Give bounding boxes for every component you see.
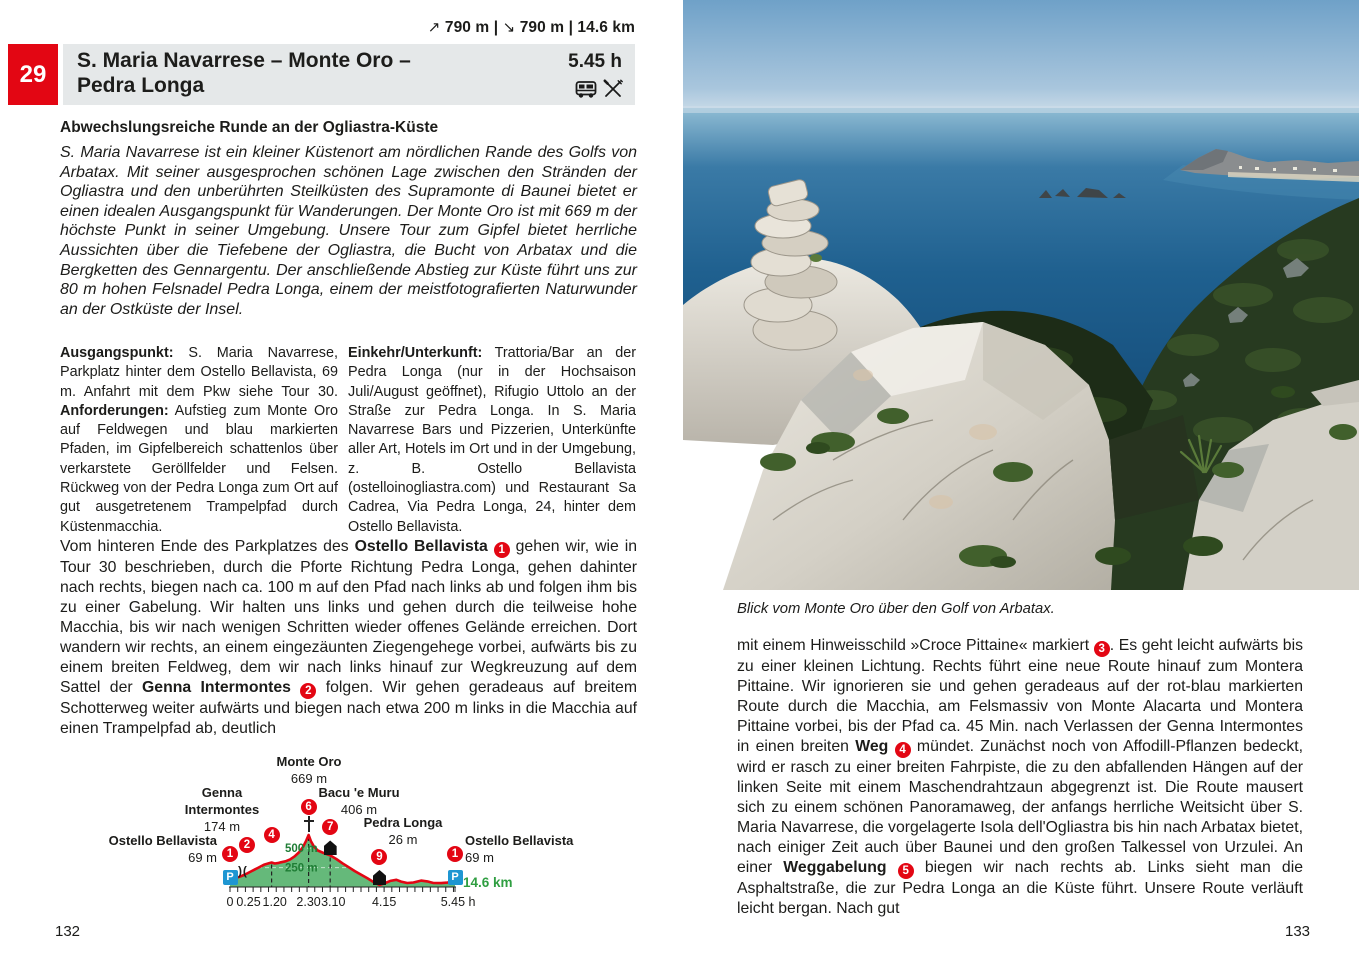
waypoint-label: Monte Oro 669 m: [276, 754, 342, 786]
descent-value: 790 m: [519, 19, 565, 36]
ascent-arrow-icon: ↗: [427, 19, 441, 36]
time-axis-label: 0: [226, 895, 234, 909]
waypoint-label: Pedra Longa 26 m: [363, 815, 443, 847]
intro-paragraph: S. Maria Navarrese ist ein kleiner Küstenort am nördlichen Rande des Golfs von Arbatax. Mit seiner ausgesprochen schönen Lage zwischen den Stränden der Ogliastra und den unberührten Steilküsten des Supramonte di Baunei bietet er einen idealen Ausgangspunkt für Wanderungen. Der Monte Oro ist mit 669 m der höchste Punkt in seiner Umgebung. Unsere Tour zum Gipfel bietet herrliche Aussichten über die Tiefebene der Ogliastra, die Bucht von Arbatax und die Bergketten des Gennargentu. Der anschließende Abstieg zur Küste führt uns zur 80 m hohen Felsnadel Pedra Longa, einem der meistfotografierten Naturwunder an der Ostküste der Insel.: [60, 144, 637, 318]
waypoint-label: Bacu 'e Muru 406 m: [318, 785, 400, 817]
info-column-right: Einkehr/Unterkunft: Trattoria/Bar an der Pedra Longa (nur in der Hochsaison Juli/August geöffnet), Rifugio Uttolo an der Straße zur Pedra Longa. In S. Maria Navarrese Bars und Pizzerien, Unterkünfte aller Art, Hotels im Ort und in der Umgebung, z. B. Ostello Bellavista (ostelloinogliastra.com) und Restaurant Sa Cadrea, Via Pedra Longa, 24, hinter dem Ostello Bellavista.: [348, 345, 636, 535]
waypoint-badge: 7: [322, 819, 338, 835]
parking-icon: P: [448, 870, 463, 885]
info-column-left: Ausgangspunkt: S. Maria Navarrese, Parkplatz hinter dem Ostello Bellavista, 69 m. Anfahrt mit dem Pkw siehe Tour 30. Anforderungen: Aufstieg zum Monte Oro auf Feldwegen und blau markierten Pfaden, im Gipfelbereich schattenlos über verkarstete Geröllfelder und Felsen. Rückweg von der Pedra Longa zum Ort auf gut ausgetretenem Trampelpfad durch Küstenmacchia.: [60, 345, 338, 535]
section-heading: Abwechslungsreiche Runde an der Ogliastra-Küste: [60, 119, 439, 136]
parking-icon: P: [223, 870, 238, 885]
waypoint-badge: 6: [301, 799, 317, 815]
waypoint-badge-inline: 1: [494, 542, 510, 558]
ascent-value: 790 m: [444, 19, 490, 36]
time-axis-label: 4.15: [371, 895, 397, 909]
sky: [683, 0, 1359, 118]
total-distance-label: 14.6 km: [463, 875, 513, 890]
tour-stats-line: [60, 18, 635, 37]
time-axis-label: 2.30: [296, 895, 321, 909]
stats-separator: |: [568, 19, 573, 36]
gate-icon: )(: [237, 864, 248, 879]
time-axis-label: 0.25: [236, 895, 261, 909]
restaurant-icon: [602, 78, 624, 100]
summit-cross-icon: [303, 816, 315, 832]
page-number-left: 132: [55, 923, 81, 940]
waypoint-badge: 4: [264, 827, 280, 843]
time-axis-label: 5.45 h: [440, 895, 476, 909]
route-description-left: Vom hinteren Ende des Parkplatzes des Ostello Bellavista 1 gehen wir, wie in Tour 30 beschrieben, durch die Pforte Richtung Pedra Longa, gehen dahinter nach rechts, biegen nach ca. 100 m auf den Pfad nach links ab und folgen ihm bis zu einer Gabelung. Wir halten uns links und gehen durch die teilweise hohe Macchia, bis wir nach wenigen Schritten wieder offenes Gelände erreichen. Dort wandern wir rechts, an einem eingezäunten Ziegengehege vorbei, aufwärts bis zu einem breiten Feldweg, dem wir nach links hinauf zur Wegkreuzung auf dem Sattel der Genna Intermontes 2 folgen. Wir gehen geradeaus auf breitem Schotterweg weiter aufwärts und biegen nach etwa 200 m links in die Macchia auf einen Trampelpfad ab, deutlich: [60, 538, 637, 737]
stats-separator: |: [493, 19, 499, 36]
waypoint-label: Genna Intermontes 174 m: [184, 785, 260, 834]
waypoint-badge: 2: [239, 837, 255, 853]
photo-illustration: [683, 0, 1359, 590]
tour-amenity-icons: [574, 78, 624, 100]
waypoint-badge: 9: [371, 849, 387, 865]
waypoint-badge-inline: 3: [1094, 641, 1110, 657]
photo-monte-oro: [683, 0, 1359, 590]
route-description-right: mit einem Hinweisschild »Croce Pittaine« markiert 3 . Es geht leicht aufwärts bis zu einer kleinen Lichtung. Rechts führt eine neue Route hinauf zum Montera Pittaine. Wir ignorieren sie und gehen geradeaus auf der rot-blau markierten Route durch die Macchia, am Felsmassiv von Monte Alacarta und Montera Pittaine vorbei, bis der Pfad ca. 45 Min. nach Verlassen der Genna Intermontes in einen breiten Weg 4 mündet. Zunächst noch von Affodill-Pflanzen bedeckt, wird er rasch zu einer breiten Fahrpiste, die zu den abfallenden Hängen auf der linken Seite mit einem Maschendrahtzaun abgegrenzt ist. Die Route mausert sich zu einem schönen Panoramaweg, der anfangs herrliche Weitsicht über S. Maria Navarrese, die vorgelagerte Isola dell'Ogliastra bis hin nach Arbatax bietet, nach einiger Zeit auch über Baunei und den großen Talkessel von Urzulei. An einer Weggabelung 5 biegen wir nach rechts ab. Links sieht man die Asphaltstraße, die zur Pedra Longa an die Küste führt. Unsere Route verläuft leicht bergan. Nach gut: [737, 637, 1303, 917]
waypoint-label: Ostello Bellavista 69 m: [465, 833, 574, 865]
page-number-right: 133: [1285, 923, 1311, 940]
tour-title-line2: Pedra Longa: [77, 74, 205, 97]
descent-arrow-icon: ↘: [502, 19, 516, 36]
distance-value: 14.6 km: [577, 19, 635, 36]
tour-number-badge: 29: [8, 44, 58, 105]
time-axis-label: 1.20: [262, 895, 287, 909]
tour-title: [77, 48, 411, 98]
svg-text:500 m: 500 m: [285, 843, 318, 856]
tour-title-bar: [63, 44, 635, 105]
elevation-profile-chart: [95, 748, 600, 920]
waypoint-badge: 1: [447, 846, 463, 862]
waypoint-badge-inline: 4: [895, 742, 911, 758]
waypoint-badge-inline: 2: [300, 683, 316, 699]
tour-title-line1: S. Maria Navarrese – Monte Oro –: [77, 49, 411, 72]
waypoint-badge: 1: [222, 846, 238, 862]
waypoint-label: Ostello Bellavista 69 m: [108, 833, 217, 865]
waypoint-badge-inline: 5: [898, 863, 914, 879]
svg-text:250 m: 250 m: [285, 862, 318, 875]
tour-duration: 5.45 h: [568, 51, 622, 72]
bus-icon: [574, 78, 598, 100]
time-axis-label: 3.10: [321, 895, 346, 909]
photo-caption: Blick vom Monte Oro über den Golf von Arbatax.: [737, 601, 1055, 617]
